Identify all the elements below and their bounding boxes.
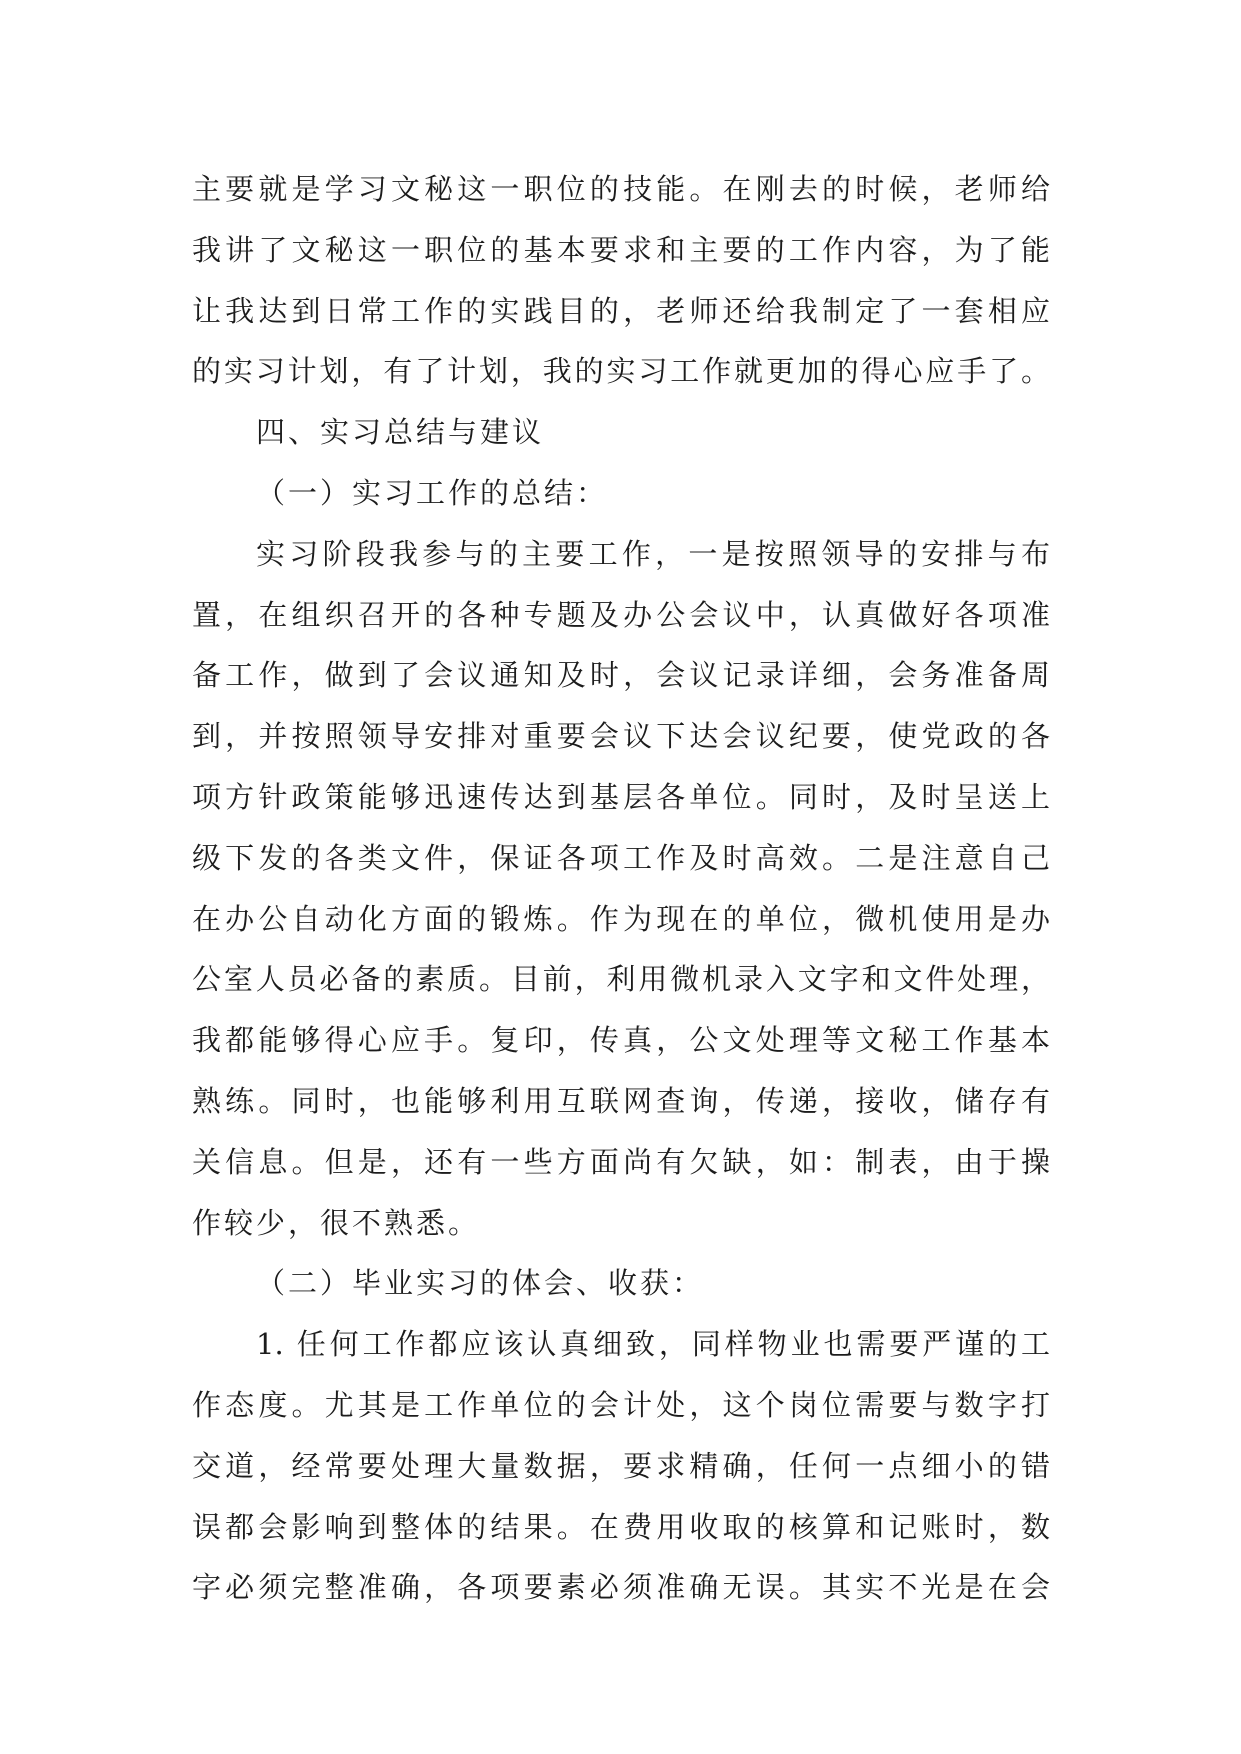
paragraph-line: 作态度。尤其是工作单位的会计处，这个岗位需要与数字打 bbox=[192, 1387, 1050, 1422]
paragraph-line: 公室人员必备的素质。目前，利用微机录入文字和文件处理， bbox=[192, 962, 1050, 997]
subsection-heading: （一）实习工作的总结： bbox=[256, 475, 609, 510]
paragraph-line: 置，在组织召开的各种专题及办公会议中，认真做好各项准 bbox=[192, 597, 1050, 632]
paragraph-line: 误都会影响到整体的结果。在费用收取的核算和记账时，数 bbox=[192, 1509, 1050, 1544]
paragraph-line: 熟练。同时，也能够利用互联网查询，传递，接收，储存有 bbox=[192, 1083, 1050, 1118]
paragraph-line: 实习阶段我参与的主要工作，一是按照领导的安排与布 bbox=[256, 536, 1050, 571]
paragraph-line: 我都能够得心应手。复印，传真，公文处理等文秘工作基本 bbox=[192, 1023, 1050, 1058]
paragraph-line: 项方针政策能够迅速传达到基层各单位。同时，及时呈送上 bbox=[192, 779, 1050, 814]
paragraph-line: 我讲了文秘这一职位的基本要求和主要的工作内容，为了能 bbox=[192, 232, 1050, 267]
paragraph-line: 让我达到日常工作的实践目的，老师还给我制定了一套相应 bbox=[192, 293, 1050, 328]
section-heading: 四、实习总结与建议 bbox=[256, 415, 545, 450]
paragraph-line: 级下发的各类文件，保证各项工作及时高效。二是注意自己 bbox=[192, 840, 1050, 875]
paragraph-line: 关信息。但是，还有一些方面尚有欠缺，如：制表，由于操 bbox=[192, 1144, 1050, 1179]
paragraph-line: 交道，经常要处理大量数据，要求精确，任何一点细小的错 bbox=[192, 1448, 1050, 1483]
paragraph-line: 的实习计划，有了计划，我的实习工作就更加的得心应手了。 bbox=[192, 354, 1050, 389]
paragraph-line: 备工作，做到了会议通知及时，会议记录详细，会务准备周 bbox=[192, 658, 1050, 693]
paragraph-line: 主要就是学习文秘这一职位的技能。在刚去的时候，老师给 bbox=[192, 172, 1050, 206]
paragraph-line: 字必须完整准确，各项要素必须准确无误。其实不光是在会 bbox=[192, 1570, 1050, 1605]
subsection-heading: （二）毕业实习的体会、收获： bbox=[256, 1266, 705, 1301]
document-body bbox=[192, 159, 1050, 1618]
paragraph-line: 在办公自动化方面的锻炼。作为现在的单位，微机使用是办 bbox=[192, 901, 1050, 936]
paragraph-line: 作较少，很不熟悉。 bbox=[192, 1205, 481, 1240]
paragraph-line: 到，并按照领导安排对重要会议下达会议纪要，使党政的各 bbox=[192, 719, 1050, 754]
list-item-line: 1. 任何工作都应该认真细致，同样物业也需要严谨的工 bbox=[256, 1327, 1050, 1362]
